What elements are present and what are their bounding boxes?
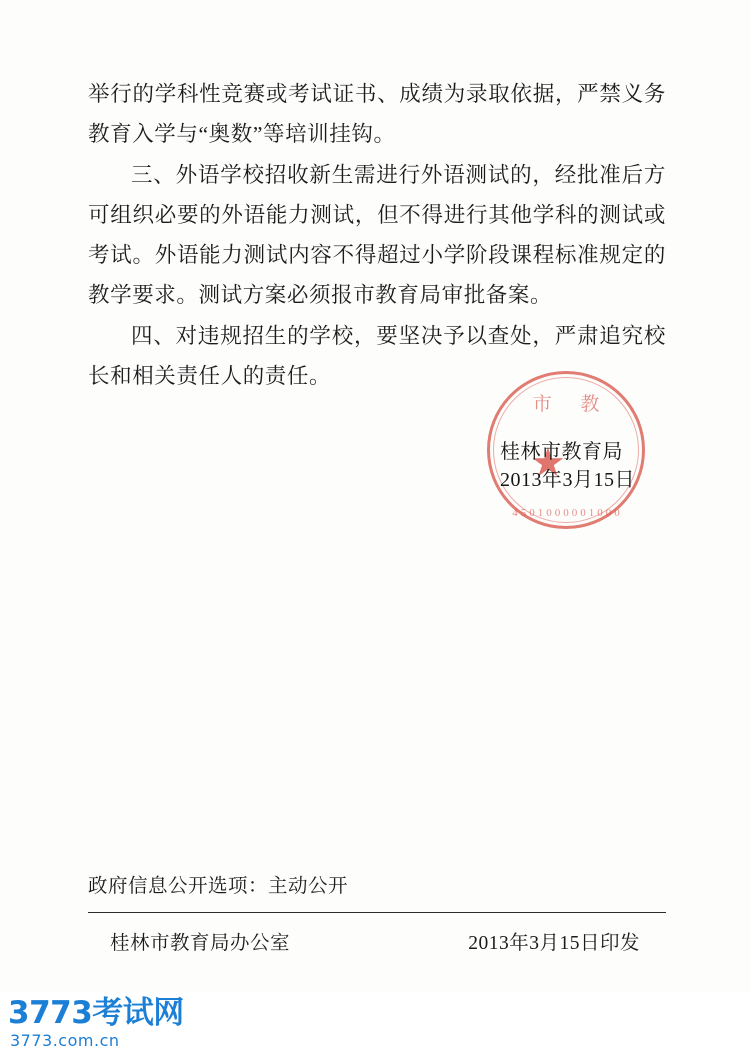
paragraph-item-4: 四、对违规招生的学校，要坚决予以查处，严肃追究校长和相关责任人的责任。 <box>88 324 666 388</box>
disclosure-value: 主动公开 <box>268 876 349 897</box>
seal-top-text: 市 教 <box>532 394 612 415</box>
site-watermark-bar <box>0 992 750 1060</box>
paragraph-item-3: 三、外语学校招收新生需进行外语测试的，经批准后方可组织必要的外语能力测试，但不得进行其他学科的测试或考试。外语能力测试内容不得超过小学阶段课程标准规定的教学要求。测试方案必须报市教育局审批备案。 <box>88 163 666 307</box>
signature-block <box>500 438 680 494</box>
seal-bottom-text: 4501000001000 <box>512 507 623 519</box>
disclosure-label: 政府信息公开选项： <box>88 876 269 897</box>
issuing-organization: 桂林市教育局 <box>500 441 623 463</box>
watermark-brand-name: 考试网 <box>92 995 184 1031</box>
document-footer <box>88 870 666 955</box>
watermark-brand-number: 3773 <box>8 995 93 1031</box>
watermark-brand <box>8 994 184 1032</box>
issue-date: 2013年3月15日印发 <box>468 933 640 954</box>
issuing-office: 桂林市教育局办公室 <box>110 933 291 954</box>
signature-date: 2013年3月15日 <box>500 469 635 491</box>
document-text-body <box>88 74 666 397</box>
disclosure-line <box>88 870 666 912</box>
watermark-url: 3773.com.cn <box>10 1031 120 1050</box>
paragraph-continuation: 举行的学科性竞赛或考试证书、成绩为录取依据，严禁义务教育入学与“奥数”等培训挂钩。 <box>88 82 666 146</box>
footer-issue-row <box>88 913 666 955</box>
